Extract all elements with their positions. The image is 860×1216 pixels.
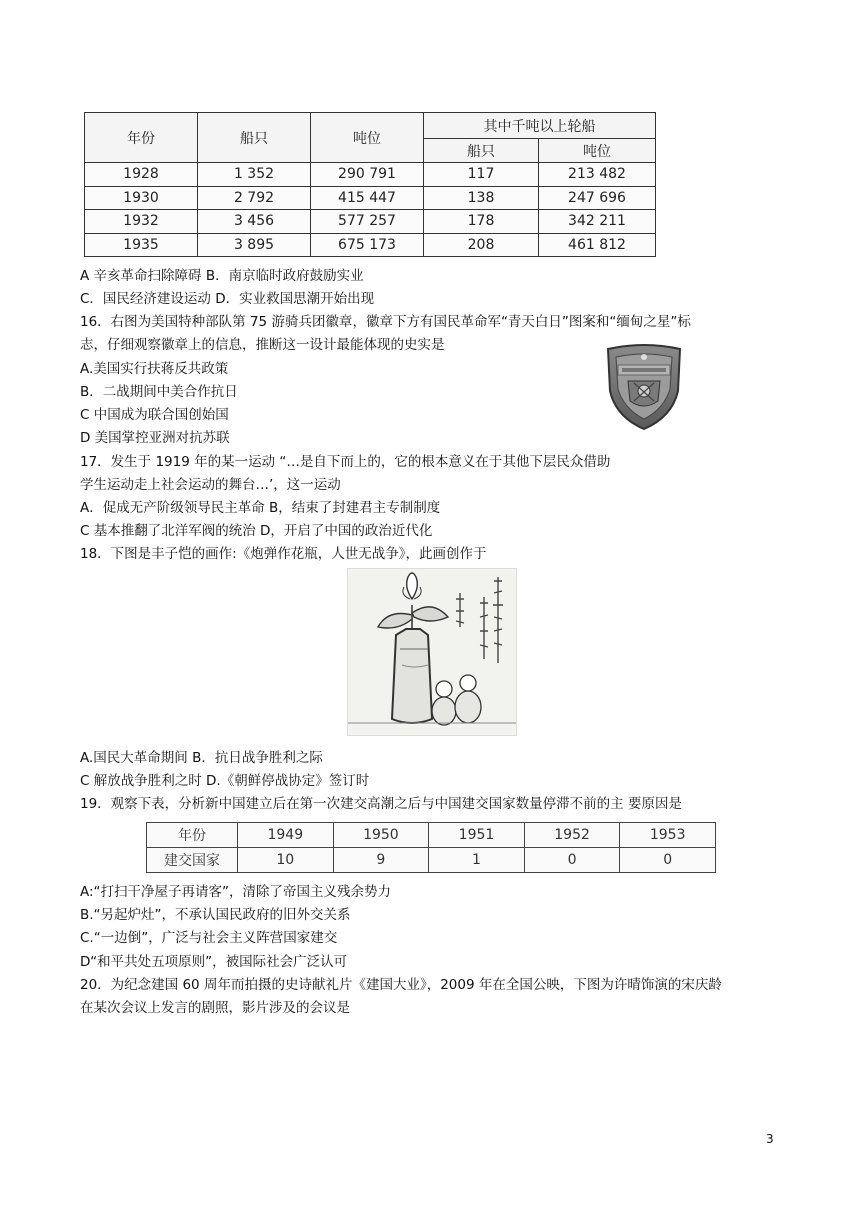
cell-year: 1950 (333, 823, 429, 848)
cell-count: 1 (429, 848, 525, 873)
q19-option-d: D“和平共处五项原则”，被国际社会广泛认可 (80, 954, 348, 970)
cell-big-tonnage: 342 211 (539, 210, 656, 234)
table-row (85, 210, 656, 234)
q16-stem-line1: 16．右图为美国特种部队第 75 游骑兵团徽章，徽章下方有国民革命军“青天白日”图案和“缅甸之星”标 (80, 314, 691, 330)
cell-tonnage: 415 447 (311, 186, 424, 210)
table-row (85, 163, 656, 187)
cell-ships: 3 456 (198, 210, 311, 234)
cell-year: 1932 (85, 210, 198, 234)
q19-option-b: B.“另起炉灶”，不承认国民政府的旧外交关系 (80, 907, 351, 923)
page-number: 3 (766, 1132, 774, 1146)
cell-big-ships: 138 (424, 186, 539, 210)
q17-option-cd: C 基本推翻了北洋军阀的统治 D，开启了中国的政治近代化 (80, 523, 433, 539)
q19-option-a: A:“打扫干净屋子再请客”，清除了帝国主义残余势力 (80, 884, 392, 900)
cell-big-ships: 117 (424, 163, 539, 187)
cell-year: 1952 (524, 823, 620, 848)
cell-big-tonnage: 461 812 (539, 233, 656, 257)
table-row (85, 186, 656, 210)
q15-option-cd: C．国民经济建设运动 D．实业救国思潮开始出现 (80, 291, 375, 307)
q17-stem-line2: 学生运动走上社会运动的舞台…’，这一运动 (80, 477, 341, 493)
row-label-count: 建交国家 (147, 848, 238, 873)
cell-ships: 3 895 (198, 233, 311, 257)
header-ships: 船只 (198, 113, 311, 163)
cell-tonnage: 290 791 (311, 163, 424, 187)
q15-option-ab: A 辛亥革命扫除障碍 B．南京临时政府鼓励实业 (80, 268, 364, 284)
cell-count: 10 (238, 848, 334, 873)
cell-big-tonnage: 247 696 (539, 186, 656, 210)
cell-big-tonnage: 213 482 (539, 163, 656, 187)
cell-ships: 1 352 (198, 163, 311, 187)
cell-count: 0 (620, 848, 716, 873)
header-sub-ships: 船只 (424, 139, 539, 163)
cell-big-ships: 208 (424, 233, 539, 257)
q18-option-ab: A.国民大革命期间 B．抗日战争胜利之际 (80, 750, 323, 766)
q17-option-ab: A．促成无产阶级领导民主革命 B，结束了封建君主专制制度 (80, 500, 441, 516)
header-year: 年份 (85, 113, 198, 163)
q16-option-d: D 美国掌控亚洲对抗苏联 (80, 430, 230, 446)
cell-ships: 2 792 (198, 186, 311, 210)
cell-tonnage: 577 257 (311, 210, 424, 234)
header-group: 其中千吨以上轮船 (424, 113, 656, 139)
cell-year: 1928 (85, 163, 198, 187)
cell-year: 1951 (429, 823, 525, 848)
q18-stem: 18．下图是丰子恺的画作:《炮弹作花瓶，人世无战争》，此画创作于 (80, 546, 487, 562)
q16-stem-line2: 志，仔细观察徽章上的信息，推断这一设计最能体现的史实是 (80, 337, 445, 353)
q16-option-a: A.美国实行扶蒋反共政策 (80, 361, 229, 377)
cell-count: 0 (524, 848, 620, 873)
table-row (147, 823, 716, 848)
cell-year: 1930 (85, 186, 198, 210)
cell-big-ships: 178 (424, 210, 539, 234)
q16-option-c: C 中国成为联合国创始国 (80, 407, 229, 423)
q20-stem-line2: 在某次会议上发言的剧照，影片涉及的会议是 (80, 1000, 350, 1016)
q19-stem: 19．观察下表，分析新中国建立后在第一次建交高潮之后与中国建交国家数量停滞不前的主 要原因是 (80, 796, 682, 812)
cell-tonnage: 675 173 (311, 233, 424, 257)
cell-year: 1949 (238, 823, 334, 848)
header-sub-tonnage: 吨位 (539, 139, 656, 163)
row-label-year: 年份 (147, 823, 238, 848)
q16-option-b: B．二战期间中美合作抗日 (80, 384, 238, 400)
ranger-badge-image (604, 343, 684, 431)
feng-zikai-painting (347, 568, 517, 736)
q20-stem-line1: 20．为纪念建国 60 周年而拍摄的史诗献礼片《建国大业》，2009 年在全国公映，下图为许晴饰演的宋庆龄 (80, 977, 722, 993)
header-tonnage: 吨位 (311, 113, 424, 163)
q17-stem-line1: 17．发生于 1919 年的某一运动 “…是自下而上的，它的根本意义在于其他下层民众借助 (80, 454, 611, 470)
q19-option-c: C.“一边倒”，广泛与社会主义阵营国家建交 (80, 930, 338, 946)
table-row (85, 233, 656, 257)
ship-tonnage-table (84, 112, 656, 257)
table-row (147, 848, 716, 873)
cell-count: 9 (333, 848, 429, 873)
cell-year: 1935 (85, 233, 198, 257)
q18-option-cd: C 解放战争胜利之时 D.《朝鲜停战协定》签订时 (80, 773, 370, 789)
diplomacy-table (146, 822, 716, 873)
cell-year: 1953 (620, 823, 716, 848)
